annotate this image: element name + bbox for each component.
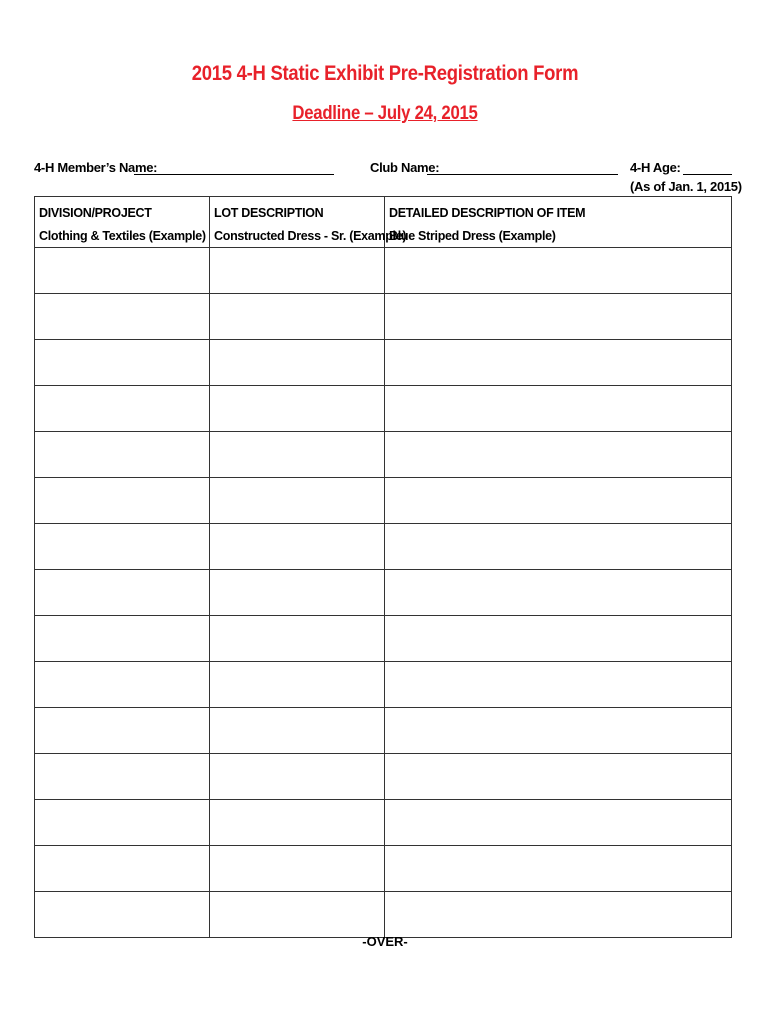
lot-cell[interactable]: [210, 478, 385, 524]
lot-cell[interactable]: [210, 340, 385, 386]
table-row: [35, 800, 732, 846]
over-label: -OVER-: [362, 934, 408, 949]
lot-cell[interactable]: [210, 386, 385, 432]
header-detailed-description: DETAILED DESCRIPTION OF ITEM: [385, 197, 732, 226]
club-name-label: Club Name:: [370, 160, 440, 175]
header-lot-description: LOT DESCRIPTION: [210, 197, 385, 226]
detail-cell[interactable]: [385, 846, 732, 892]
division-cell[interactable]: [35, 892, 210, 938]
table-row: [35, 432, 732, 478]
detail-cell[interactable]: [385, 294, 732, 340]
table-row: [35, 570, 732, 616]
division-cell[interactable]: [35, 616, 210, 662]
example-lot: Constructed Dress - Sr. (Example): [210, 225, 385, 248]
age-note: (As of Jan. 1, 2015): [630, 179, 742, 194]
division-cell[interactable]: [35, 432, 210, 478]
table-row: [35, 386, 732, 432]
lot-cell[interactable]: [210, 616, 385, 662]
division-cell[interactable]: [35, 478, 210, 524]
example-row: [35, 225, 732, 248]
table-row: [35, 248, 732, 294]
example-division: Clothing & Textiles (Example): [35, 225, 210, 248]
detail-cell[interactable]: [385, 340, 732, 386]
lot-cell[interactable]: [210, 248, 385, 294]
lot-cell[interactable]: [210, 662, 385, 708]
table-row: [35, 662, 732, 708]
exhibit-table: [34, 196, 732, 938]
division-cell[interactable]: [35, 570, 210, 616]
lot-cell[interactable]: [210, 570, 385, 616]
lot-cell[interactable]: [210, 754, 385, 800]
table-row: [35, 708, 732, 754]
detail-cell[interactable]: [385, 570, 732, 616]
detail-cell[interactable]: [385, 432, 732, 478]
member-name-label: 4-H Member’s Name:: [34, 160, 158, 175]
division-cell[interactable]: [35, 386, 210, 432]
detail-cell[interactable]: [385, 662, 732, 708]
detail-cell[interactable]: [385, 754, 732, 800]
division-cell[interactable]: [35, 524, 210, 570]
lot-cell[interactable]: [210, 524, 385, 570]
division-cell[interactable]: [35, 800, 210, 846]
lot-cell[interactable]: [210, 846, 385, 892]
lot-cell[interactable]: [210, 432, 385, 478]
division-cell[interactable]: [35, 846, 210, 892]
detail-cell[interactable]: [385, 524, 732, 570]
division-cell[interactable]: [35, 708, 210, 754]
division-cell[interactable]: [35, 294, 210, 340]
table-row: [35, 524, 732, 570]
table-row: [35, 294, 732, 340]
table-row: [35, 892, 732, 938]
division-cell[interactable]: [35, 340, 210, 386]
detail-cell[interactable]: [385, 800, 732, 846]
detail-cell[interactable]: [385, 478, 732, 524]
club-name-field[interactable]: [427, 174, 618, 175]
detail-cell[interactable]: [385, 708, 732, 754]
table-row: [35, 478, 732, 524]
header-division-project: DIVISION/PROJECT: [35, 197, 210, 226]
detail-cell[interactable]: [385, 386, 732, 432]
table-row: [35, 754, 732, 800]
detail-cell[interactable]: [385, 616, 732, 662]
detail-cell[interactable]: [385, 892, 732, 938]
lot-cell[interactable]: [210, 892, 385, 938]
division-cell[interactable]: [35, 754, 210, 800]
lot-cell[interactable]: [210, 294, 385, 340]
age-field[interactable]: [683, 174, 732, 175]
table-row: [35, 340, 732, 386]
deadline: Deadline – July 24, 2015: [292, 103, 478, 124]
table-row: [35, 846, 732, 892]
form-title: 2015 4-H Static Exhibit Pre-Registration Form: [191, 62, 579, 85]
age-label: 4-H Age:: [630, 160, 681, 175]
detail-cell[interactable]: [385, 248, 732, 294]
table-row: [35, 616, 732, 662]
lot-cell[interactable]: [210, 800, 385, 846]
member-name-field[interactable]: [134, 174, 334, 175]
example-detail: Blue Striped Dress (Example): [385, 225, 732, 248]
lot-cell[interactable]: [210, 708, 385, 754]
table-header-row: [35, 197, 732, 226]
division-cell[interactable]: [35, 248, 210, 294]
division-cell[interactable]: [35, 662, 210, 708]
